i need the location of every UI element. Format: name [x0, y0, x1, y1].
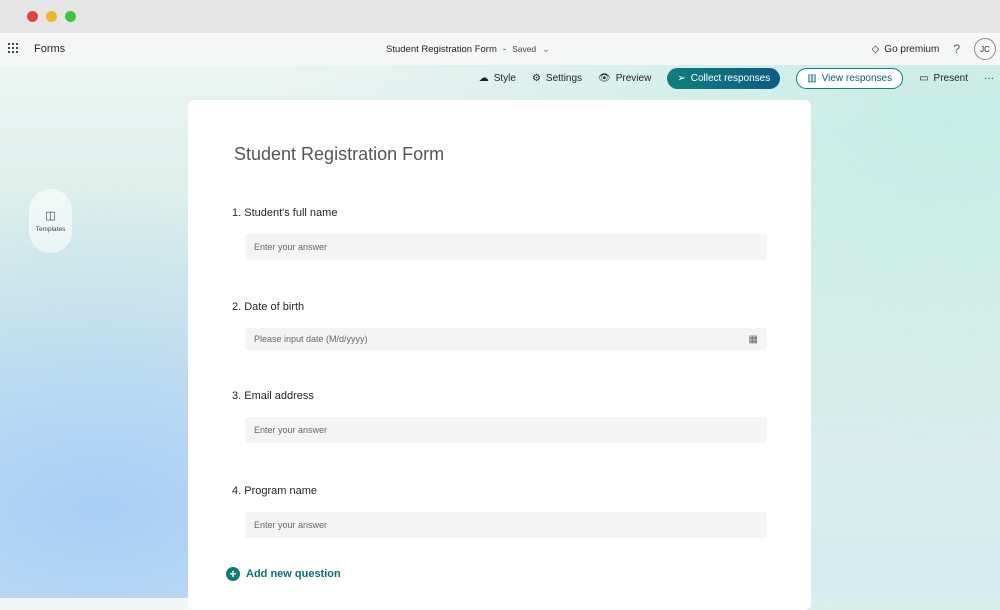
templates-label: Templates	[35, 226, 66, 233]
input-placeholder: Enter your answer	[254, 425, 328, 435]
eye-icon: 👁	[598, 73, 611, 84]
present-button[interactable]	[919, 73, 968, 84]
view-label: View responses	[821, 73, 893, 84]
input-placeholder: Enter your answer	[254, 242, 328, 252]
palette-icon: ☁	[478, 73, 489, 84]
preview-label: Preview	[615, 73, 652, 84]
more-options-button[interactable]: ···	[984, 73, 994, 84]
collect-responses-button[interactable]	[667, 68, 780, 89]
calendar-icon[interactable]: ▦	[748, 333, 758, 345]
go-premium-label: Go premium	[884, 43, 940, 55]
app-header	[0, 33, 1000, 65]
view-responses-button[interactable]	[796, 68, 903, 89]
answer-input[interactable]	[245, 234, 767, 260]
question-label: 1. Student's full name	[232, 207, 338, 219]
template-layout-icon: ◫	[45, 210, 56, 222]
add-new-question-button[interactable]	[226, 567, 341, 581]
question-label: 2. Date of birth	[232, 301, 305, 313]
toolbar	[479, 68, 994, 89]
answer-input[interactable]	[245, 417, 767, 443]
window-titlebar	[0, 0, 1000, 33]
templates-button[interactable]	[29, 189, 72, 253]
maximize-window-button[interactable]	[65, 11, 76, 22]
input-placeholder: Please input date (M/d/yyyy)	[254, 334, 368, 344]
go-premium-button[interactable]	[872, 44, 940, 55]
diamond-icon: ◇	[871, 43, 880, 55]
form-title[interactable]: Student Registration Form	[234, 144, 445, 164]
settings-button[interactable]	[532, 73, 582, 84]
present-label: Present	[933, 73, 968, 84]
bar-chart-icon: ▥	[807, 73, 817, 84]
document-title: Student Registration Form	[386, 43, 497, 55]
input-placeholder: Enter your answer	[254, 520, 328, 530]
minimize-window-button[interactable]	[46, 11, 57, 22]
close-window-button[interactable]	[27, 11, 38, 22]
help-button[interactable]: ?	[953, 42, 960, 56]
answer-input[interactable]	[245, 512, 767, 538]
monitor-icon: ▭	[919, 73, 929, 84]
document-title-menu[interactable]	[386, 44, 550, 55]
plus-icon: +	[226, 567, 240, 581]
settings-label: Settings	[545, 73, 583, 84]
style-label: Style	[493, 73, 516, 84]
app-launcher-icon[interactable]	[8, 43, 19, 54]
save-status: Saved	[512, 44, 537, 54]
collect-label: Collect responses	[690, 73, 771, 84]
question-label: 3. Email address	[232, 390, 314, 402]
form-card	[188, 100, 811, 610]
date-input[interactable]	[245, 328, 767, 350]
gear-icon: ⚙	[531, 73, 541, 84]
question-label: 4. Program name	[232, 485, 317, 497]
add-question-label: Add new question	[246, 568, 341, 580]
avatar[interactable]: JC	[974, 38, 996, 60]
send-icon: ➢	[677, 73, 686, 84]
preview-button[interactable]	[598, 73, 651, 84]
app-name[interactable]: Forms	[34, 43, 66, 55]
chevron-down-icon: ⌄	[542, 43, 551, 55]
style-button[interactable]	[479, 73, 516, 84]
separator: -	[502, 43, 507, 55]
